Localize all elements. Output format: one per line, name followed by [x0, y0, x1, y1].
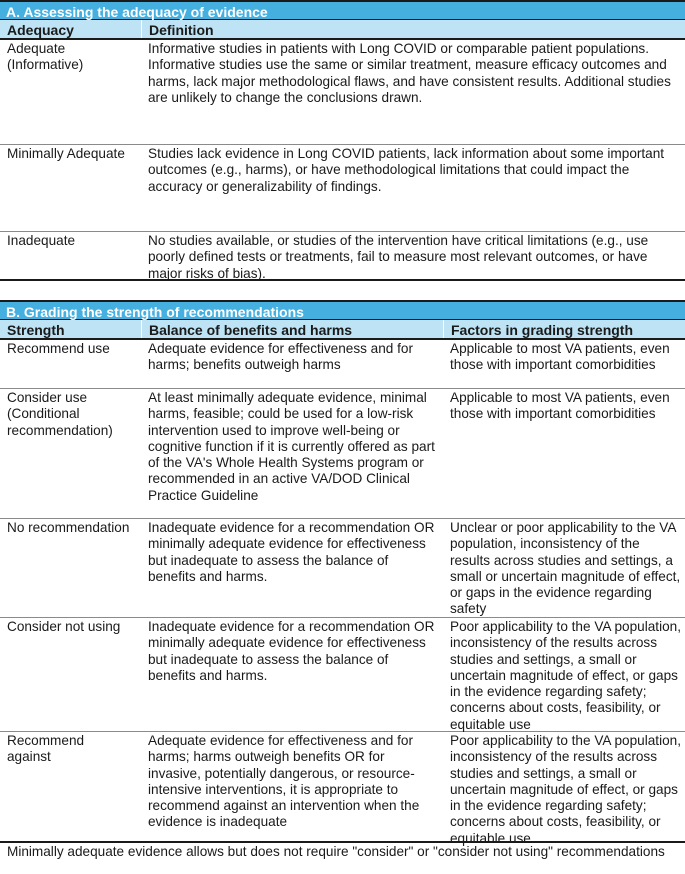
definition-cell: No studies available, or studies of the intervention have critical limitations (e.g., use poorly defined tests or treatments, fail to measure most relevant outcomes, or have major risks of bias).	[148, 233, 649, 281]
balance-cell: Inadequate evidence for a recommendation OR minimally adequate evidence for effectiveness but inadequate to assess the balance of benefits and harms.	[148, 619, 435, 683]
header-adequacy: Adequacy	[7, 22, 74, 38]
balance-cell: Adequate evidence for effectiveness and for harms; harms outweigh benefits OR for invasive, potentially dangerous, or resource-intensive interventions, it is appropriate to recommend against an intervention when the evidence is inadequate	[148, 733, 420, 830]
balance-cell: Adequate evidence for effectiveness and for harms; benefits outweigh harms	[148, 341, 414, 373]
section-b-title: B. Grading the strength of recommendations	[0, 300, 685, 320]
factors-cell: Applicable to most VA patients, even those with important comorbidities	[450, 341, 670, 373]
section-b-header-row	[0, 320, 685, 340]
adequacy-cell: Inadequate	[7, 233, 76, 248]
table-row	[0, 732, 685, 846]
strength-cell: Recommend use	[7, 341, 110, 356]
table-row	[0, 232, 685, 307]
section-a-title: A. Assessing the adequacy of evidence	[0, 0, 685, 20]
strength-cell: No recommendation	[7, 520, 130, 535]
strength-cell: Consider use (Conditional recommendation)	[7, 390, 113, 438]
table-row	[0, 340, 685, 389]
adequacy-cell: Adequate (Informative)	[7, 41, 84, 73]
table-row	[0, 145, 685, 232]
adequacy-table	[0, 0, 685, 307]
strength-cell: Recommend against	[7, 733, 85, 765]
header-definition: Definition	[141, 20, 685, 38]
table-row	[0, 618, 685, 732]
header-factors: Factors in grading strength	[443, 320, 685, 338]
factors-cell: Poor applicability to the VA population, inconsistency of the results across studies and settings, a small or uncertain magnitude of effect, or gaps in the evidence regarding safety; concerns about costs, feasibility, or equitable use	[450, 733, 681, 846]
adequacy-cell: Minimally Adequate	[7, 146, 125, 161]
header-strength: Strength	[7, 322, 65, 338]
definition-cell: Studies lack evidence in Long COVID patients, lack information about some important outcomes (e.g., harms), or have methodological limitations that could impact the accuracy or generalizability of findings.	[148, 146, 665, 194]
balance-cell: At least minimally adequate evidence, minimal harms, feasible; could be used for a low-risk intervention used to improve well-being or cognitive function if it is currently offered as part of the VA's Whole Health Systems program or recommended in an active VA/DOD Clinical Practice Guideline	[148, 390, 435, 503]
section-a-header-row	[0, 20, 685, 40]
table-row	[0, 40, 685, 145]
strength-cell: Consider not using	[7, 619, 121, 634]
section-divider	[0, 279, 685, 281]
strength-table	[0, 300, 685, 846]
header-balance: Balance of benefits and harms	[141, 320, 443, 338]
table-row	[0, 389, 685, 519]
factors-cell: Applicable to most VA patients, even those with important comorbidities	[450, 390, 670, 422]
table-footnote: Minimally adequate evidence allows but does not require "consider" or "consider not using" recommendations	[0, 841, 685, 860]
definition-cell: Informative studies in patients with Long COVID or comparable patient populations. Informative studies use the same or similar treatment, measure efficacy outcomes and harms, lack major methodological flaws, and have consistent results. Additional studies are unlikely to change the conclusions drawn.	[148, 41, 671, 105]
table-row	[0, 519, 685, 618]
factors-cell: Poor applicability to the VA population, inconsistency of the results across studies and settings, a small or uncertain magnitude of effect, or gaps in the evidence regarding safety; concerns about costs, feasibility, or equitable use	[450, 619, 681, 732]
factors-cell: Unclear or poor applicability to the VA population, inconsistency of the results across studies and settings, a small or uncertain magnitude of effect, or gaps in the evidence regarding safety	[450, 520, 681, 617]
balance-cell: Inadequate evidence for a recommendation OR minimally adequate evidence for effectiveness but inadequate to assess the balance of benefits and harms.	[148, 520, 435, 584]
